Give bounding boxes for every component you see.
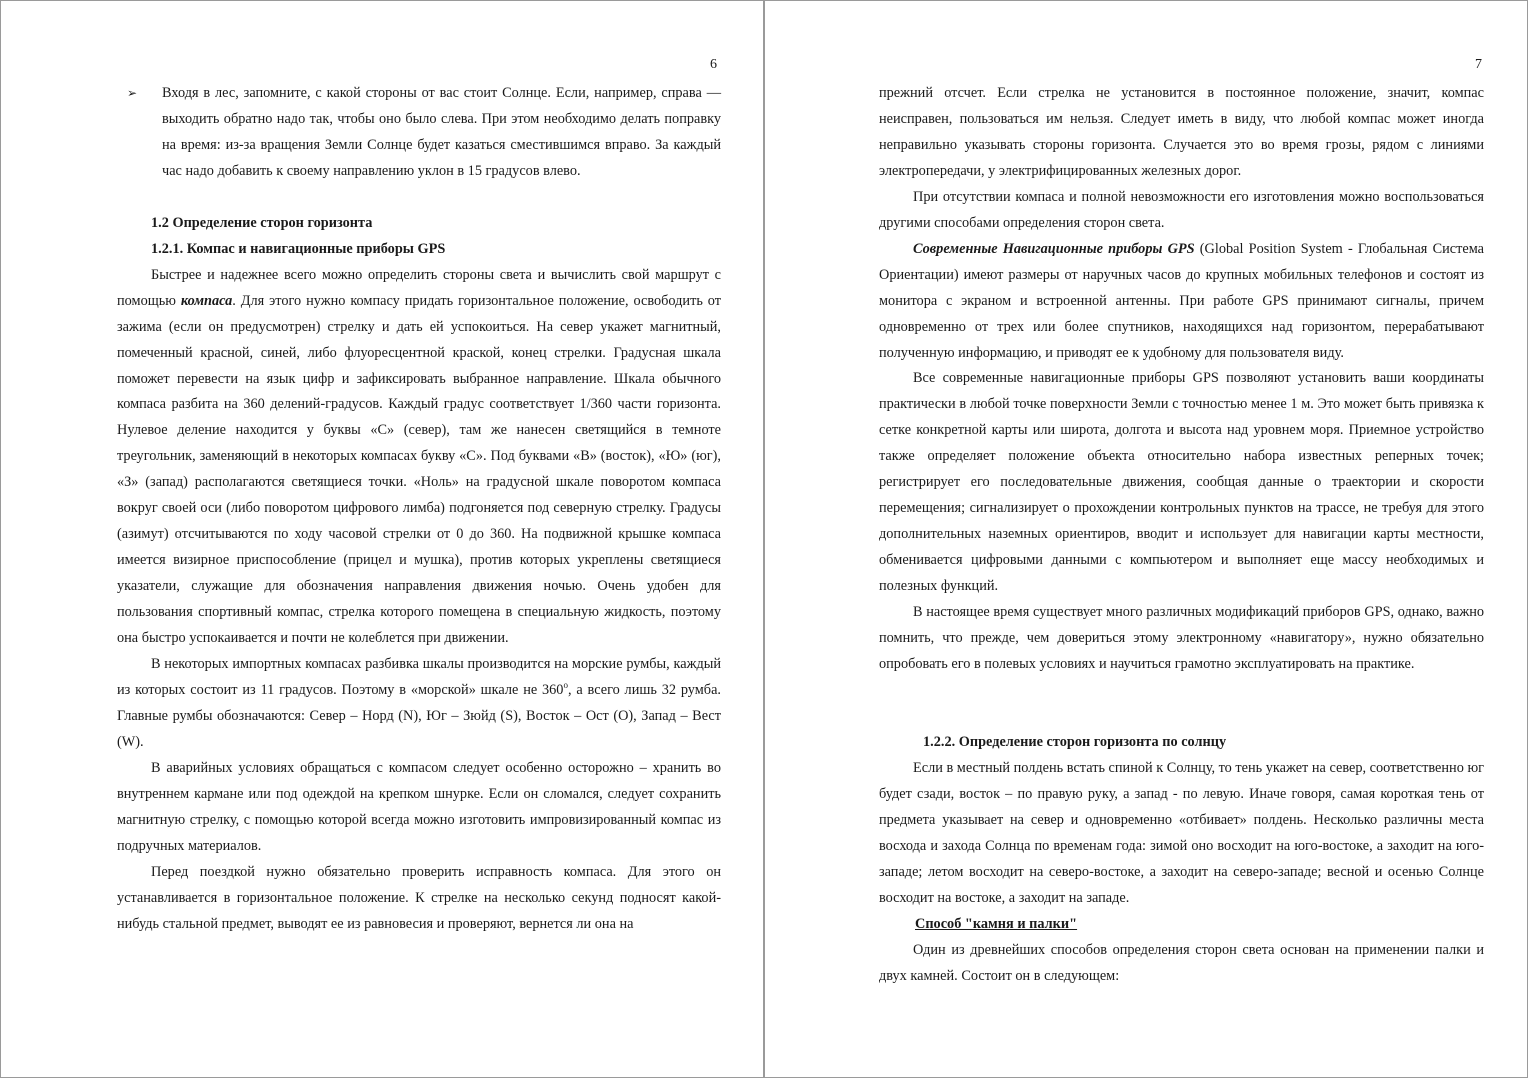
paragraph: В аварийных условиях обращаться с компасом следует особенно осторожно – хранить во внутреннем кармане или под одеждой на крепком шнурке. Если он сломался, следует сохранить магнитную стрелку, с помощью которой всегда можно изготовить импровизированный компас из подручных материалов. — [117, 759, 721, 854]
subsection-heading: 1.2.2. Определение сторон горизонта по солнцу — [923, 733, 1227, 750]
page-number: 7 — [1475, 57, 1482, 72]
paragraph: прежний отсчет. Если стрелка не установится в постоянное положение, значит, компас неисправен, пользоваться им нельзя. Следует иметь в виду, что любой компас может иногда неправильно указывать стороны горизонта. Случается это во время грозы, рядом с линиями электропередачи, у электрифицированных железных дорог. — [879, 85, 1484, 179]
subsection-heading: 1.2.1. Компас и навигационные приборы GPS — [151, 240, 446, 257]
section-heading: 1.2 Определение сторон горизонта — [151, 214, 373, 231]
paragraph: Если в местный полдень встать спиной к Солнцу, то тень укажет на север, соответственно юг будет сзади, восток – по правую руку, а запад - по левую. Иначе говоря, самая короткая тень от предмета указывает на север и одновременно «отбивает» полдень. Несколько различны места восхода и захода Солнца по временам года: зимой оно восходит на юго-востоке, а заходит на юго-западе; летом восходит на северо-востоке, а заходит на северо-западе; весной и осенью Солнце восходит на востоке, а заходит на западе. — [879, 759, 1484, 906]
paragraph-text: . Для этого нужно компасу придать горизонтальное положение, освободить от зажима (если он предусмотрен) стрелку и дать ей успокоиться. На север укажет магнитный, помеченный красной, синей, либо флуоресцентной краской, конец стрелки. Градусная шкала поможет перевести на язык цифр и зафиксировать выбранное направление. Шкала обычного компаса разбита на 360 делений-градусов. Каждый градус соответствует 1/360 части горизонта. Нулевое деление находится у буквы «С» (север), там же нанесен светящийся в темноте треугольник, заменяющий в некоторых компасах букву «С». Под буквами «В» (восток), «Ю» (юг), «З» (запад) располагаются светящиеся точки. «Ноль» на градусной шкале поворотом компаса вокруг своей оси (либо поворотом цифрового лимба) подгоняется под северную стрелку. Градусы (азимут) отсчитываются по ходу часовой стрелки от 0 до 360. На подвижной крышке компаса имеется визирное приспособление (прицел и мушка), против которых укреплены светящиеся указатели, служащие для обозначения направления движения ночью. Очень удобен для пользования спортивный компас, стрелка которого помещена в специальную жидкость, поэтому она быстро успокаивается и почти не колеблется при движении. — [117, 292, 722, 647]
bullet-text: Входя в лес, запомните, с какой стороны от вас стоит Солнце. Если, например, справа — выходить обратно надо так, чтобы оно было слева. При этом необходимо делать поправку на время: из-за вращения Земли Солнце будет казаться сместившимся вправо. За каждый час надо добавить к своему направлению уклон в 15 градусов влево. — [162, 85, 721, 179]
arrow-bullet-icon: ➢ — [127, 86, 138, 100]
degree-superscript: о — [563, 680, 568, 691]
paragraph — [879, 237, 1484, 367]
page-body — [117, 81, 721, 938]
paragraph-text: Быстрее и надежнее всего можно определить стороны света и вычислить свой маршрут с помощью — [117, 266, 721, 309]
paragraph — [117, 652, 721, 756]
paragraph: Все современные навигационные приборы GPS позволяют установить ваши координаты практически в любой точке поверхности Земли с точностью менее 1 м. Это может быть привязка к сетке конкретной карты или широта, долгота и высота над уровнем моря. Приемное устройство также определяет положение объекта относительно набора известных реперных точек; регистрирует его последовательные движения, сообщая данные о траектории и скорости перемещения; сигнализирует о прохождении контрольных пунктов на трассе, не требуя для этого дополнительных наземных ориентиров, вводит и использует для навигации карты местности, обменивается цифровыми данными с компьютером и выполняет еще массу необходимых и полезных функций. — [879, 370, 1484, 595]
paragraph: При отсутствии компаса и полной невозможности его изготовления можно воспользоваться другими способами определения сторон света. — [879, 188, 1484, 231]
paragraph-text: В некоторых импортных компасах разбивка шкалы производится на морские румбы, каждый из которых состоит из 11 градусов. Поэтому в «морской» шкале не 360 — [117, 656, 721, 698]
emphasis-text: компаса — [180, 292, 233, 309]
document-page-right — [764, 0, 1528, 1078]
method-title: Способ "камня и палки" — [915, 915, 1078, 932]
paragraph — [117, 263, 721, 652]
page-number: 6 — [710, 57, 717, 72]
paragraph: Перед поездкой нужно обязательно проверить исправность компаса. Для этого он устанавливается в горизонтальное положение. К стрелке на несколько секунд подносят какой-нибудь стальной предмет, выводят ее из равновесия и проверяют, вернется ли она на — [117, 863, 721, 932]
bullet-paragraph — [117, 81, 721, 185]
emphasis-text: Современные Навигационные приборы GPS — [913, 240, 1195, 257]
paragraph: Один из древнейших способов определения сторон света основан на применении палки и двух камней. Состоит он в следующем: — [879, 941, 1484, 984]
paragraph-text: (Global Position System - Глобальная Система Ориентации) имеют размеры от наручных часов до крупных мобильных телефонов и состоят из монитора с экраном и встроенной антенны. При работе GPS принимают сигналы, причем одновременно от трех или более спутников, находящихся над горизонтом, перерабатывают полученную информацию, и приводят ее к удобному для пользователя виду. — [879, 240, 1484, 361]
spacer — [879, 678, 1484, 704]
paragraph: В настоящее время существует много различных модификаций приборов GPS, однако, важно помнить, что прежде, чем довериться этому электронному «навигатору», нужно обязательно опробовать его в полевых условиях и научиться грамотно эксплуатировать на практике. — [879, 604, 1484, 672]
page-body — [879, 81, 1484, 989]
paragraph-text: , а всего лишь 32 румба. Главные румбы обозначаются: Север – Норд (N), Юг – Зюйд (S), Восток – Ост (О), Запад – Вест (W). — [117, 681, 721, 750]
document-page-left — [0, 0, 764, 1078]
